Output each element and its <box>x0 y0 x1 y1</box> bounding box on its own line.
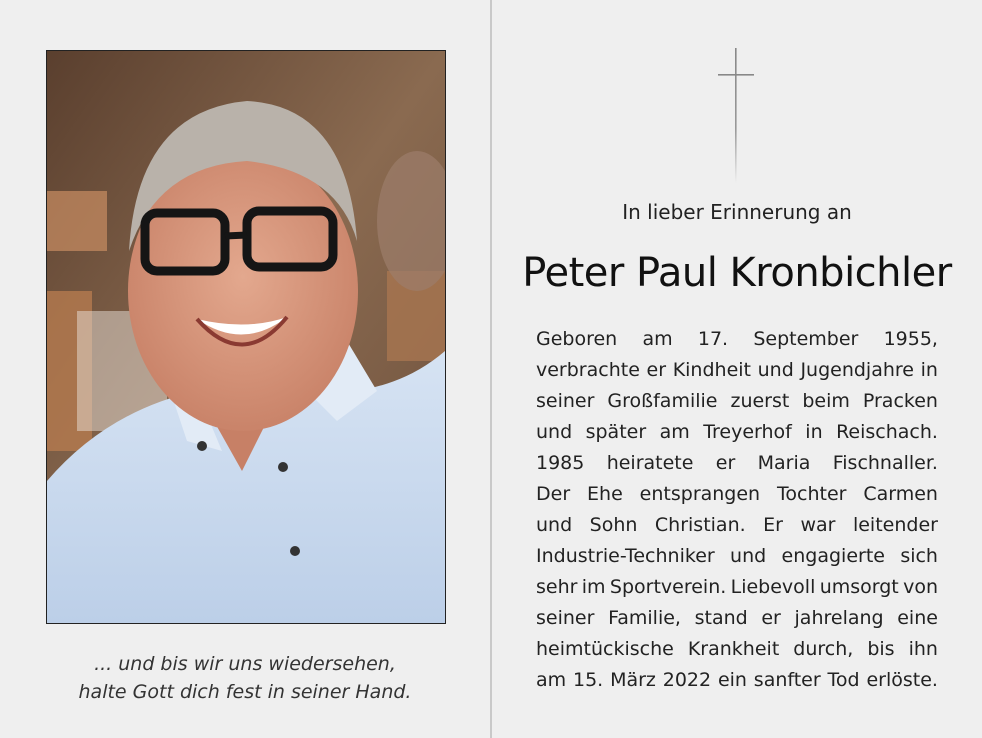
bio-line: und Sohn Christian. Er war leitender <box>536 514 938 536</box>
verse-quote <box>0 650 490 706</box>
bio-line: Der Ehe entsprangen Tochter Carmen <box>536 483 938 505</box>
cross-icon <box>718 48 754 183</box>
biography <box>536 324 938 696</box>
verse-line-2: halte Gott dich fest in seiner Hand. <box>78 681 412 703</box>
verse-line-1: ... und bis wir uns wiedersehen, <box>94 653 396 675</box>
bio-line: heimtückische Krankheit durch, bis ihn <box>536 638 938 660</box>
bio-line: am 15. März 2022 ein sanfter Tod erlöste. <box>536 669 938 691</box>
memorial-intro: In lieber Erinnerung an <box>622 200 852 224</box>
card-fold <box>490 0 492 738</box>
bio-line: Industrie-Techniker und engagierte sich <box>536 545 938 567</box>
bio-line: seiner Großfamilie zuerst beim Pracken <box>536 390 938 412</box>
bio-line: 1985 heiratete er Maria Fischnaller. <box>536 452 938 474</box>
portrait-photo <box>46 50 446 624</box>
bio-line: und später am Treyerhof in Reischach. <box>536 421 938 443</box>
bio-line: verbrachte er Kindheit und Jugendjahre in <box>536 359 938 381</box>
bio-line: seiner Familie, stand er jahrelang eine <box>536 607 938 629</box>
deceased-name: Peter Paul Kronbichler <box>522 250 952 296</box>
bio-line: Geboren am 17. September 1955, <box>536 328 938 350</box>
bio-line: sehr im Sportverein. Liebevoll umsorgt von <box>536 576 938 598</box>
